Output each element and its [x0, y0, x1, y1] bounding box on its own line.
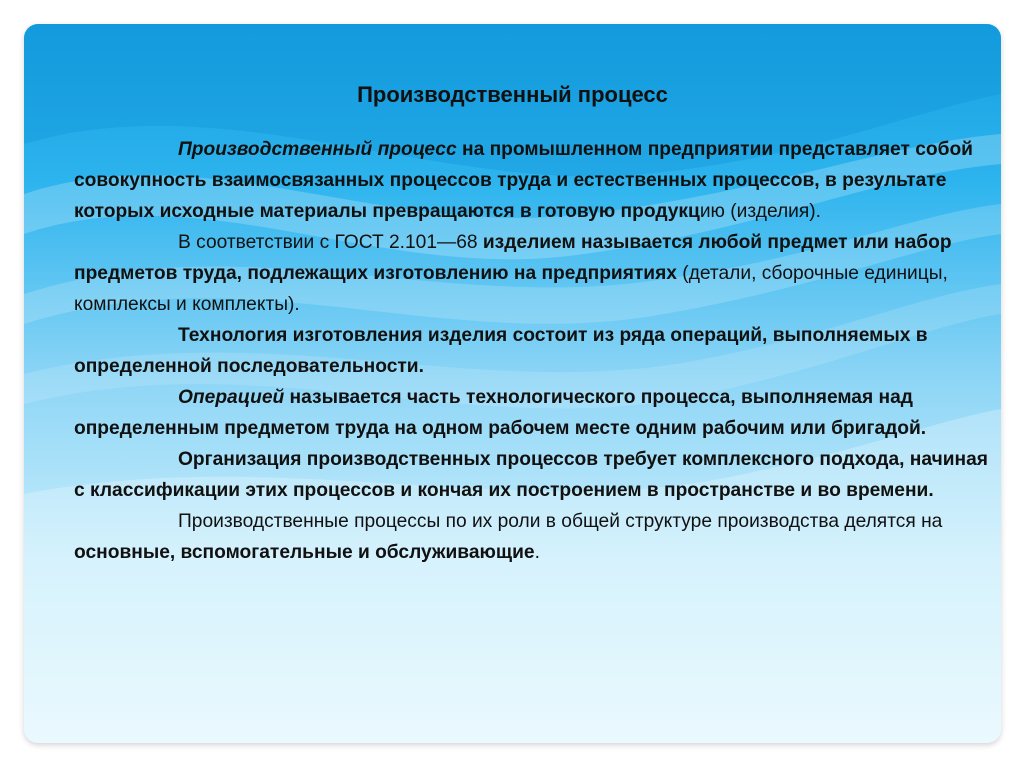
term-operation: Операцией: [178, 387, 285, 408]
paragraph-6-period: .: [534, 542, 540, 563]
paragraph-6-normal-text: Производственные процессы по их роли в общей структуре производства делятся на: [178, 511, 943, 532]
paragraph-1-normal-text: ию (изделия).: [699, 201, 822, 222]
slide: [24, 24, 1001, 743]
paragraph-3-bold-text: Технология изготовления изделия состоит из ряда операций, выполняемых в определенной последовательности.: [74, 325, 928, 377]
paragraph-5-bold-text: Организация производственных процессов требует комплексного подхода, начиная с классификации этих процессов и кончая их построением в пространстве и во времени.: [74, 449, 988, 501]
term-production-process: Производственный процесс: [178, 139, 457, 160]
paragraph-gost-definition: [74, 227, 994, 320]
paragraph-operation: [74, 382, 994, 444]
paragraph-1-bold-text: на промышленном предприятии представляет собой совокупность взаимосвязанных процессов труда и естественных процессов, в результате которых исходные материалы превращаются в готовую продукц: [74, 139, 973, 222]
paragraph-classification: [74, 506, 994, 568]
slide-title: Производственный процесс: [357, 82, 668, 107]
paragraph-production-process: [74, 134, 994, 227]
paragraph-4-bold-text: называется часть технологического процесса, выполняемая над определенным предметом труда на одном рабочем месте одним рабочим или бригадой.: [74, 387, 927, 439]
slide-body: [74, 134, 994, 568]
paragraph-6-bold-text: основные, вспомогательные и обслуживающие: [74, 542, 535, 563]
paragraph-organization: [74, 444, 994, 506]
paragraph-2-normal-text-end: (детали, сборочные единицы, комплексы и комплекты).: [74, 263, 948, 315]
paragraph-2-normal-text-start: В соответствии с ГОСТ 2.101—68: [178, 232, 483, 253]
paragraph-2-bold-text: изделием называется любой предмет или набор предметов труда, подлежащих изготовлению на предприятиях: [74, 232, 952, 284]
paragraph-technology: [74, 320, 994, 382]
